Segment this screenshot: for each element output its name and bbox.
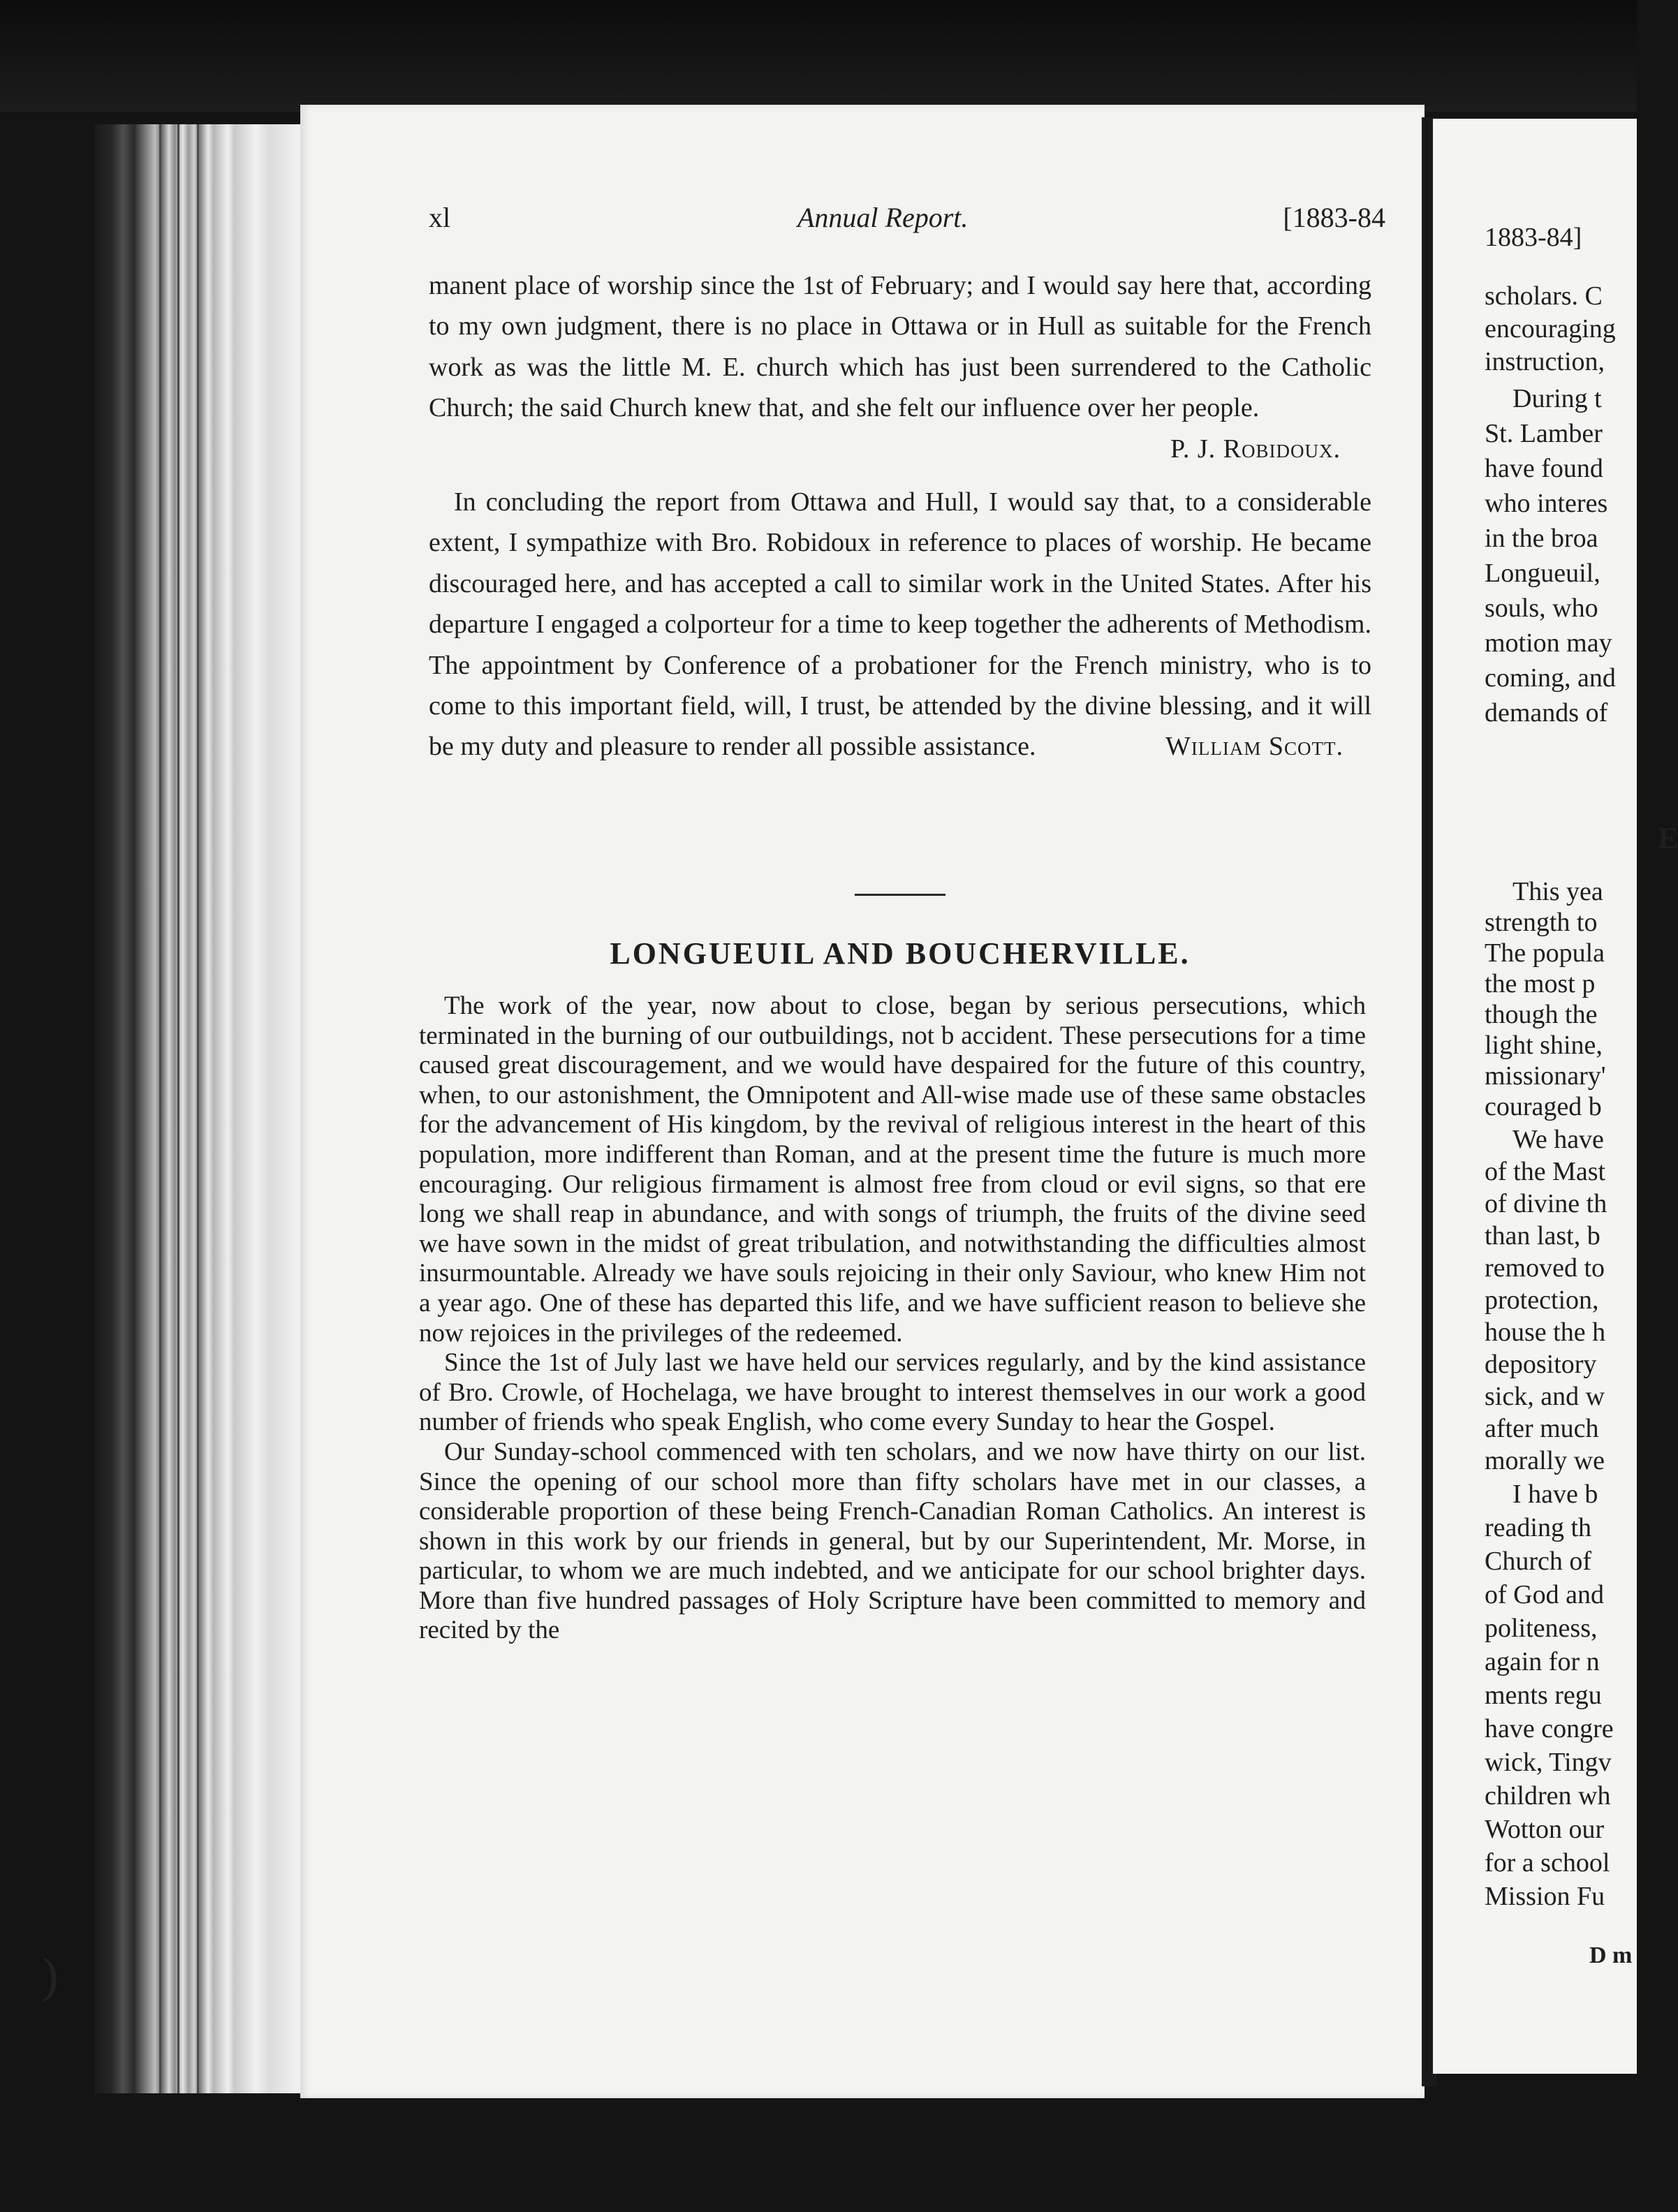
- right-line: demands of: [1485, 698, 1608, 728]
- right-line: encouraging: [1485, 314, 1616, 344]
- scan-artifact-mark: ): [42, 1949, 59, 2003]
- right-line: The popula: [1485, 938, 1605, 968]
- opening-paragraph: manent place of worship since the 1st of February; and I would say here that, according to my own judgment, there is no place in Ottawa or in Hull as suitable for the French work as was the little M. E. church which has just been surrendered to the Catholic Church; the said Church knew that, and she felt our influence over her people.: [429, 271, 1371, 423]
- signature-robidoux: P. J. Robidoux.: [1170, 434, 1341, 464]
- signature-scott: William Scott.: [1165, 732, 1344, 762]
- right-line: souls, who: [1485, 593, 1598, 623]
- right-line: We have: [1513, 1125, 1604, 1154]
- running-title: Annual Report.: [797, 202, 969, 233]
- right-line: politeness,: [1485, 1614, 1598, 1643]
- right-line: motion may: [1485, 628, 1612, 658]
- right-line: missionary': [1485, 1061, 1606, 1091]
- right-line: wick, Tingv: [1485, 1748, 1612, 1777]
- scan-background: [0, 0, 1637, 112]
- section-divider: [855, 894, 945, 896]
- opening-section: [429, 265, 1371, 469]
- right-line: instruction,: [1485, 347, 1605, 376]
- right-line: though the: [1485, 1000, 1598, 1029]
- right-line: Mission Fu: [1485, 1882, 1605, 1911]
- right-line: Wotton our: [1485, 1815, 1605, 1844]
- right-line: of the Mast: [1485, 1157, 1606, 1186]
- right-line: children wh: [1485, 1781, 1611, 1811]
- right-line: than last, b: [1485, 1221, 1600, 1251]
- right-line: scholars. C: [1485, 281, 1603, 311]
- right-line: During t: [1513, 384, 1602, 413]
- right-line: reading th: [1485, 1513, 1592, 1542]
- concluding-section: [429, 482, 1371, 767]
- right-line: of God and: [1485, 1580, 1604, 1609]
- right-line: St. Lamber: [1485, 419, 1603, 448]
- right-line: I have b: [1513, 1480, 1598, 1509]
- right-line: the most p: [1485, 969, 1596, 998]
- right-page: [1433, 119, 1678, 2074]
- page-edge-line: [197, 124, 199, 2093]
- page-header: [429, 201, 1385, 243]
- concluding-paragraph-text: In concluding the report from Ottawa and Hull, I would say that, to a considerable extent, I sympathize with Bro. Robidoux in reference to places of worship. He became discouraged here, and has accepted a call to similar work in the United States. After his departure I engaged a colporteur for a time to keep together the adherents of Methodism. The appointment by Conference of a probationer for the French ministry, who is to come to this important field, will, I trust, be attended by the divine blessing, and it will be my duty and pleasure to render all possible assistance.: [429, 487, 1371, 762]
- right-line: after much: [1485, 1414, 1599, 1443]
- right-line: strength to: [1485, 908, 1598, 937]
- book-spine-page-edges: [95, 124, 302, 2093]
- right-line: protection,: [1485, 1285, 1599, 1315]
- right-line: have congre: [1485, 1714, 1614, 1743]
- page-edge-line: [177, 124, 179, 2093]
- right-line: light shine,: [1485, 1031, 1603, 1060]
- right-line: ments regu: [1485, 1681, 1602, 1710]
- right-line: sick, and w: [1485, 1382, 1605, 1411]
- right-line: This yea: [1513, 877, 1603, 906]
- section-paragraph: Our Sunday-school commenced with ten scholars, and we now have thirty on our list. Since the opening of our school more than fifty scholars have met in our classes, a considerable proportion of these being French-Canadian Roman Catholics. An interest is shown in this work by our friends in general, but by our Superintendent, Mr. Morse, in particular, to whom we are much indebted, and we anticipate for our school brighter days. More than five hundred passages of Holy Scripture have been committed to memory and recited by the: [419, 1437, 1366, 1645]
- right-line: coming, and: [1485, 663, 1616, 693]
- section-paragraph: The work of the year, now about to close, began by serious persecutions, which terminated in the burning of our outbuildings, not b accident. These persecutions for a time caused great discouragement, and we would have despaired for the future of this country, when, to our astonishment, the Omnipotent and All-wise made use of these same obstacles for the advancement of His kingdom, by the revival of religious interest in the heart of this population, more indifferent than Roman, and at the present time the future is much more encouraging. Our religious firmament is almost free from cloud or evil signs, so that ere long we shall reap in abundance, and with songs of triumph, the fruits of the divine seed we have sown in the midst of great tribulation, and notwithstanding the difficulties almost insurmountable. Already we have souls rejoicing in their only Saviour, who knew Him not a year ago. One of these has departed this life, and we have sufficient reason to believe she now rejoices in the privileges of the redeemed.: [419, 991, 1366, 1348]
- right-line: of divine th: [1485, 1189, 1607, 1218]
- right-line: have found: [1485, 454, 1603, 483]
- right-line: Church of: [1485, 1547, 1592, 1576]
- right-line: Longueuil,: [1485, 559, 1600, 588]
- header-year: [1883-84: [1283, 202, 1385, 233]
- right-line: depository: [1485, 1350, 1597, 1379]
- right-line: couraged b: [1485, 1092, 1602, 1121]
- page-edge-line: [159, 124, 161, 2093]
- section-body: [419, 991, 1366, 1646]
- right-header-year: 1883-84]: [1485, 223, 1582, 252]
- page-number: xl: [429, 202, 451, 233]
- right-line: morally we: [1485, 1446, 1605, 1475]
- right-signature-fragment: D m: [1589, 1942, 1633, 1968]
- right-line: in the broa: [1485, 524, 1598, 553]
- concluding-paragraph: [429, 482, 1371, 767]
- right-line: who interes: [1485, 489, 1608, 518]
- right-line: again for n: [1485, 1647, 1600, 1676]
- section-paragraph: Since the 1st of July last we have held our services regularly, and by the kind assistance of Bro. Crowle, of Hochelaga, we have brought to interest themselves in our work a good number of friends who speak English, who come every Sunday to hear the Gospel.: [419, 1348, 1366, 1437]
- right-line: for a school: [1485, 1848, 1610, 1878]
- right-line: house the h: [1485, 1318, 1606, 1347]
- right-heading-fragment: E: [1658, 821, 1678, 855]
- right-line: removed to: [1485, 1253, 1605, 1283]
- section-heading: LONGUEUIL AND BOUCHERVILLE.: [610, 936, 1191, 971]
